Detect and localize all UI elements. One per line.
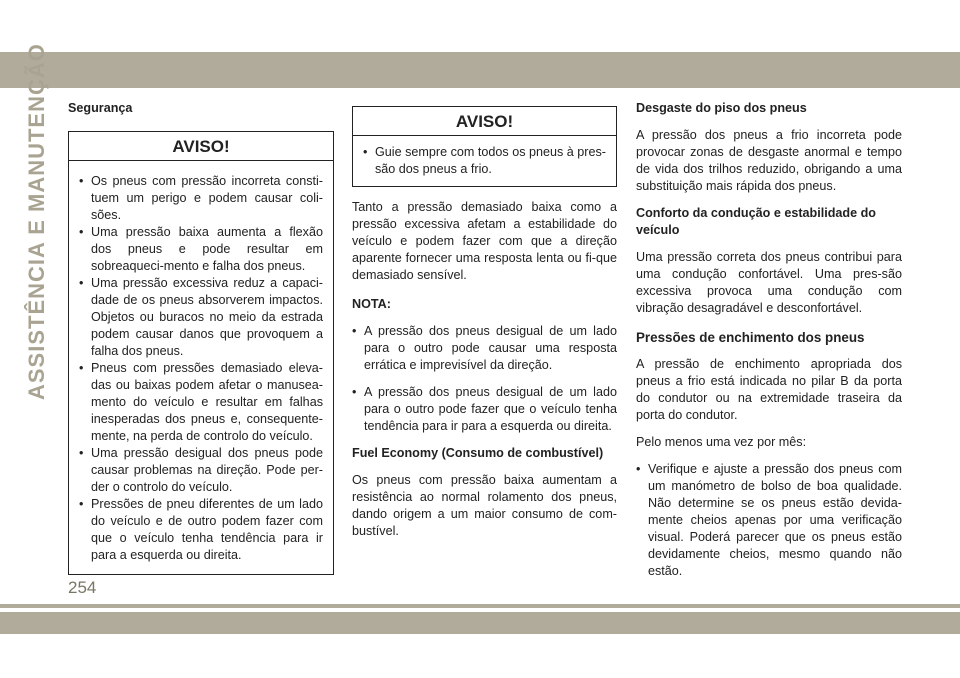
comfort-heading: Conforto da condução e estabilidade do veículo <box>636 206 877 237</box>
warning-item: • Uma pressão baixa aumenta a flexão dos pneus e pode resultar em sobreaqueci-mento e falha dos pneus. <box>79 224 323 275</box>
monthly-paragraph: Pelo menos uma vez por mês: <box>636 435 807 449</box>
warning-item: • Uma pressão excessiva reduz a capaci-dade de os pneus absorverem impactos. Objetos ou buracos no meio da estrada podem causar danos que provoquem a falha dos pneus. <box>79 275 323 360</box>
top-margin <box>0 0 960 44</box>
header-band <box>0 52 960 88</box>
inflation-paragraph: A pressão de enchimento apropriada dos pneus a frio está indicada no pilar B da porta do condutor ou na extremidade traseira da porta do condutor. <box>636 357 902 422</box>
nota-label: NOTA: <box>352 297 391 311</box>
warning-list <box>69 161 333 574</box>
tread-wear-heading: Desgaste do piso dos pneus <box>636 101 807 115</box>
nota-list <box>352 323 617 435</box>
warning-item: • Pressões de pneu diferentes de um lado do veículo e de outro podem fazer com que o veículo tenha tendência para ir para a esquerda ou direita. <box>79 496 323 564</box>
warning-title: AVISO! <box>69 132 333 161</box>
page-number: 254 <box>68 578 97 597</box>
inflation-heading: Pressões de enchimento dos pneus <box>636 330 865 345</box>
column-3 <box>636 100 902 590</box>
nota-item: • A pressão dos pneus desigual de um lado para o outro pode causar uma resposta errática e imprevisível da direção. <box>352 323 617 374</box>
warning-box-2 <box>352 106 617 187</box>
warning-item: • Uma pressão desigual dos pneus pode causar problemas na direção. Pode per-der o controlo do veículo. <box>79 445 323 496</box>
warning-box-1 <box>68 131 334 575</box>
monthly-list <box>636 461 902 580</box>
warning-title: AVISO! <box>353 107 616 136</box>
warning-list <box>353 136 616 186</box>
fuel-economy-paragraph: Os pneus com pressão baixa aumentam a resistência ao normal rolamento dos pneus, dando origem a um maior consumo de com-bustível. <box>352 473 617 538</box>
column-2 <box>352 100 617 550</box>
nota-item: • A pressão dos pneus desigual de um lado para o outro pode fazer que o veículo tenha tendência para ir para a esquerda ou direita. <box>352 384 617 435</box>
section-side-title: ASSISTÊNCIA E MANUTENÇÃO <box>24 43 49 400</box>
warning-item: • Guie sempre com todos os pneus à pres-são dos pneus a frio. <box>363 144 606 178</box>
safety-heading: Segurança <box>68 101 133 115</box>
column-1 <box>68 100 334 575</box>
fuel-economy-heading: Fuel Economy (Consumo de combustível) <box>352 446 604 460</box>
footer-rule <box>0 604 960 608</box>
comfort-paragraph: Uma pressão correta dos pneus contribui para uma condução confortável. Uma pres-são excessiva provoca uma condução com vibração desagradável e desconfortável. <box>636 250 902 315</box>
stability-paragraph: Tanto a pressão demasiado baixa como a pressão excessiva afetam a estabilidade do veículo e podem fazer com que a direção aparente fornecer uma resposta lenta ou fi-que demasiado sensível. <box>352 200 617 282</box>
warning-item: • Os pneus com pressão incorreta consti-tuem um perigo e podem causar coli-sões. <box>79 173 323 224</box>
warning-item: • Pneus com pressões demasiado eleva-das ou baixas podem afetar o manusea-mento do veículo e resultar em falhas inesperadas dos pneus e, consequente-mente, na perda de controlo do veículo. <box>79 360 323 445</box>
tread-wear-paragraph: A pressão dos pneus a frio incorreta pode provocar zonas de desgaste anormal e tempo de vida dos trilhos reduzido, obrigando a uma substituição mais rápida dos pneus. <box>636 128 902 193</box>
footer-band <box>0 612 960 634</box>
monthly-item: • Verifique e ajuste a pressão dos pneus com um manómetro de bolso de boa qualidade. Não determine se os pneus estão devida-mente cheios apenas por uma verificação visual. Poderá parecer que os pneus estão devidamente cheios, mesmo quando não estão. <box>636 461 902 580</box>
